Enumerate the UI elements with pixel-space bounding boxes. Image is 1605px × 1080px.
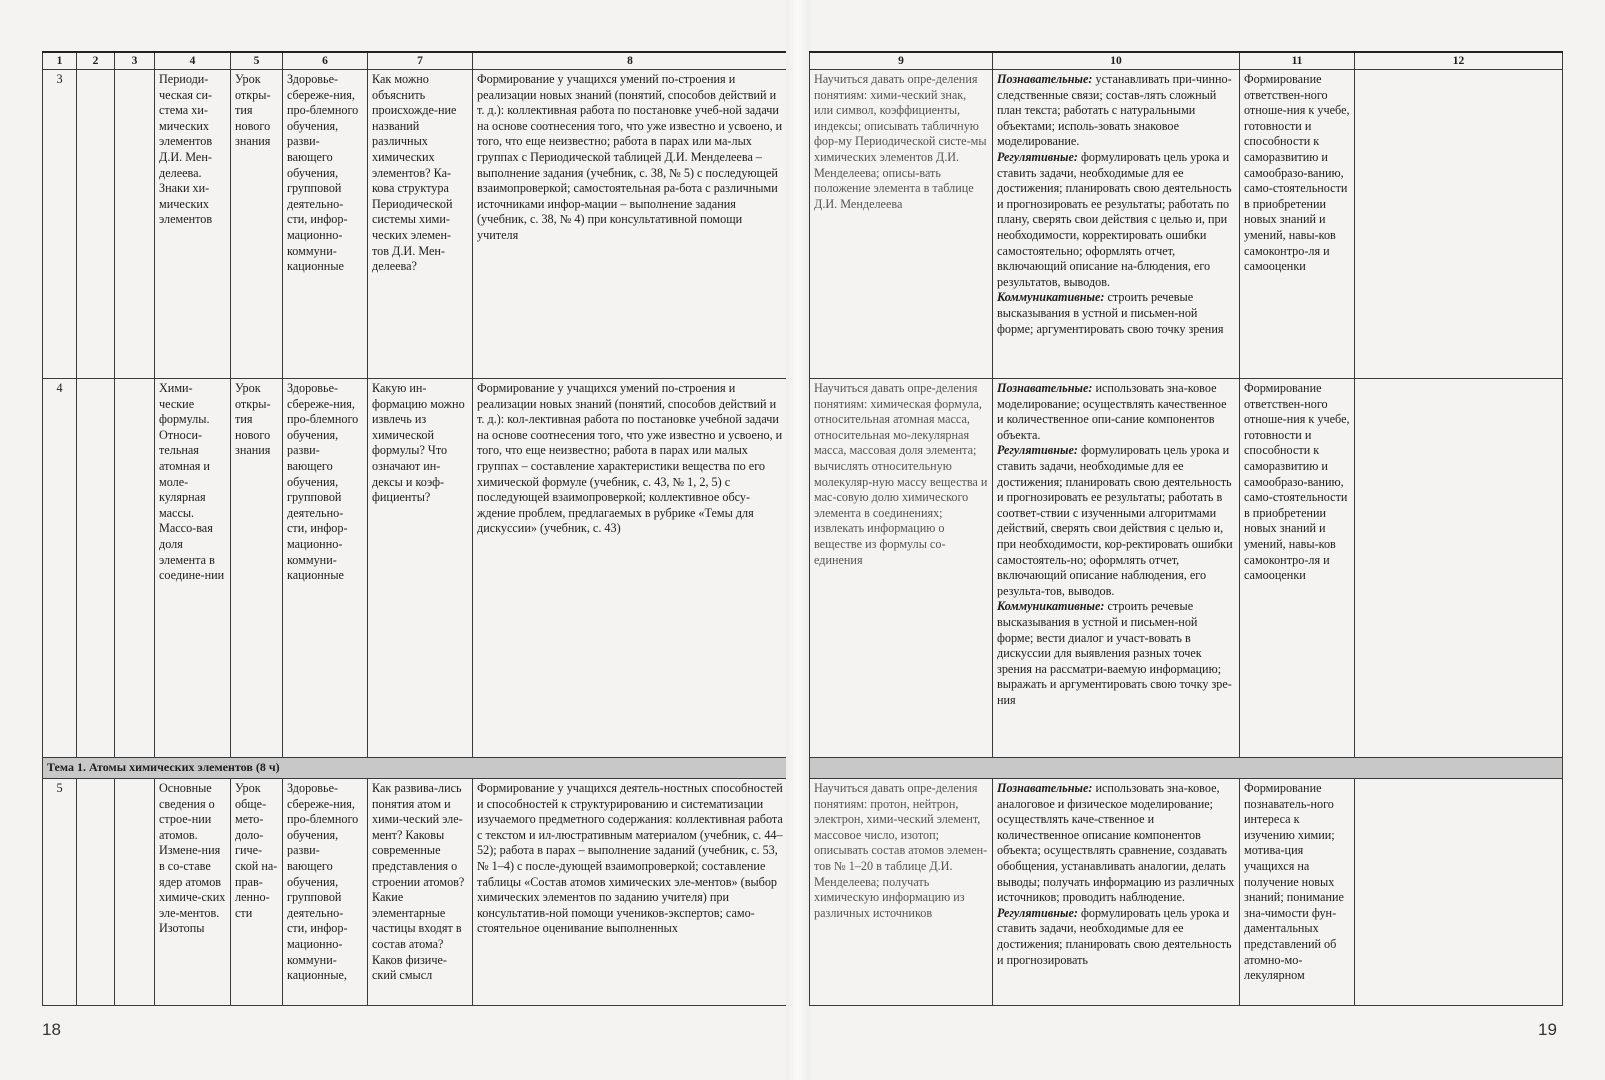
page-number: 18 xyxy=(42,1020,61,1039)
uud-paragraph xyxy=(997,381,1235,443)
uud-cell xyxy=(993,379,1240,758)
activities: Формирование у учащихся деятель-ностных способностей и способностей к структурированию и систематизации изучаемого предметного содержания: коллективная работа с текстом и ил-люстративным материалом (учебник, с. 44–52); работа в парах – выполнение заданий (учебник, с. 53, № 1–4) с после-дующей взаимопроверкой; составление таблицы «Состав атомов химических эле-ментов» (выбор химических элементов по заданию учителя) при консультатив-ной помощи учеников-экспертов; само-стоятельное оценивание выполненных xyxy=(473,779,788,1006)
technologies: Здоровье-сбереже-ния, про-блемного обучения, разви-вающего обучения, групповой деятельно-сти, инфор-мационно-коммуни-кационные, xyxy=(283,779,368,1006)
col-header: 3 xyxy=(115,52,155,70)
uud-paragraph xyxy=(997,72,1235,150)
table-row xyxy=(43,379,788,758)
table-row xyxy=(43,70,788,379)
lesson-number: 5 xyxy=(43,779,77,1006)
uud-label: Коммуникативные: xyxy=(997,290,1105,305)
lesson-type: Урок откры-тия нового знания xyxy=(231,70,283,379)
personal-results: Формирование ответствен-ного отноше-ния к учебе, готовности и способности к саморазвитию и самообразо-ванию, само-стоятельности в приобретении новых знаний и умений, навы-ков самоконтро-ля и самооценки xyxy=(1240,379,1355,758)
empty-cell xyxy=(115,379,155,758)
notes-cell xyxy=(1355,379,1563,758)
uud-text: формулировать цель урока и ставить задачи, необходимые для ее достижения; планировать свою деятельность и прогнозировать ее результаты; работать по плану, сверять свои действия с целью и, при необходимости, корректировать ошибки самостоятельно; оформлять отчет, включающий описание на-блюдения, его результатов, выводов. xyxy=(997,149,1232,289)
left-page xyxy=(0,0,795,1080)
left-header-row xyxy=(43,52,788,70)
uud-text: формулировать цель урока и ставить задачи, необходимые для ее достижения; планировать свою деятельность и прогнозировать ее результаты; работать в соответ-ствии с изученными алгоритмами действий, сверять свои действия с целью и, при необходимости, кор-ректировать ошибки самостоятель-но; оформлять отчет, включающий описание наблюдения, его результа-тов, выводов. xyxy=(997,443,1233,598)
lesson-topic: Периоди-ческая си-стема хи-мических элементов Д.И. Мен-делеева. Знаки хи-мических элементов xyxy=(155,70,231,379)
activities: Формирование у учащихся умений по-строения и реализации новых знаний (понятий, способов действий и т. д.): коллективная работа по постановке учеб-ной задачи на основе соотнесения того, что уже известно и усвоено, и того, что еще неизвестно; работа в парах или ма-лых группах с Периодической таблицей Д.И. Менделеева – выполнение задания (учебник, с. 38, № 5) с последующей взаимопроверкой; самостоятельная ра-бота с различными источниками инфор-мации – выполнение задания (учебник, с. 38, № 4) при консультативной помощи учителя xyxy=(473,70,788,379)
empty-cell xyxy=(115,70,155,379)
uud-label: Познавательные: xyxy=(997,381,1093,395)
problem-questions: Как можно объяснить происхожде-ние названий различных химических элементов? Ка-кова структура Периодической системы хими-ческих элемен-тов Д.И. Мен-делеева? xyxy=(368,70,473,379)
uud-text: строить речевые высказывания в устной и письмен-ной форме; аргументировать свою точку зрения xyxy=(997,290,1224,336)
uud-paragraph xyxy=(997,906,1235,968)
table-row xyxy=(810,70,1563,379)
uud-paragraph xyxy=(997,599,1235,708)
lesson-number: 4 xyxy=(43,379,77,758)
section-row xyxy=(810,758,1563,779)
uud-label: Регулятивные: xyxy=(997,443,1078,458)
problem-questions: Какую ин-формацию можно извлечь из химической формулы? Что означают ин-дексы и коэф-фициенты? xyxy=(368,379,473,758)
lesson-number: 3 xyxy=(43,70,77,379)
uud-cell xyxy=(993,779,1240,1006)
right-header-row xyxy=(810,52,1563,70)
col-header: 8 xyxy=(473,52,788,70)
col-header: 2 xyxy=(77,52,115,70)
table-row xyxy=(810,779,1563,1006)
uud-paragraph xyxy=(997,150,1235,290)
uud-label: Регулятивные: xyxy=(997,149,1078,164)
col-header: 7 xyxy=(368,52,473,70)
uud-text: использовать зна-ковое, аналоговое и физическое моделирование; осуществлять каче-ственное и количественное описание компонентов объекта; осуществлять сравнение, создавать обобщения, устанавливать аналогии, делать выводы; получать информацию из различных источников; проводить наблюдение. xyxy=(997,781,1235,905)
lesson-type: Урок откры-тия нового знания xyxy=(231,379,283,758)
col-header: 9 xyxy=(810,52,993,70)
empty-cell xyxy=(77,70,115,379)
notes-cell xyxy=(1355,70,1563,379)
page-number: 19 xyxy=(1538,1020,1557,1039)
personal-results: Формирование ответствен-ного отноше-ния к учебе, готовности и способности к саморазвитию и самообразо-ванию, само-стоятельности в приобретении новых знаний и умений, навы-ков самоконтро-ля и самооценки xyxy=(1240,70,1355,379)
section-band xyxy=(810,758,1563,779)
notes-cell xyxy=(1355,779,1563,1006)
col-header: 6 xyxy=(283,52,368,70)
uud-paragraph xyxy=(997,781,1235,906)
technologies: Здоровье-сбереже-ния, про-блемного обучения, разви-вающего обучения, групповой деятельно-сти, инфор-мационно-коммуни-кационные xyxy=(283,70,368,379)
col-header: 5 xyxy=(231,52,283,70)
subject-results: Научиться давать опре-деления понятиям: хими-ческий знак, или символ, коэффициенты, индексы; описывать табличную фор-му Периодической систе-мы химических элементов Д.И. Менделеева; описы-вать положение элемента в таблице Д.И. Менделеева xyxy=(810,70,993,379)
table-row xyxy=(43,779,788,1006)
uud-label: Регулятивные: xyxy=(997,905,1078,920)
subject-results: Научиться давать опре-деления понятиям: протон, нейтрон, электрон, хими-ческий элемент, массовое число, изотоп; описывать состав атомов элемен-тов № 1–20 в таблице Д.И. Менделеева; получать химическую информацию из различных источников xyxy=(810,779,993,1006)
uud-text: использовать зна-ковое моделирование; осуществлять качественное и количественное опи-сание компонентов объекта. xyxy=(997,381,1227,442)
technologies: Здоровье-сбереже-ния, про-блемного обучения, разви-вающего обучения, групповой деятельно-сти, инфор-мационно-коммуни-кационные xyxy=(283,379,368,758)
subject-results: Научиться давать опре-деления понятиям: химическая формула, относительная атомная масса, относительная мо-лекулярная масса, массовая доля элемента; вычислять относительную молекуляр-ную массу вещества и мас-совую долю химического элемента в соединениях; извлекать информацию о веществе из формулы со-единения xyxy=(810,379,993,758)
empty-cell xyxy=(77,379,115,758)
uud-text: устанавливать при-чинно-следственные связи; состав-лять сложный план текста; работать с натуральными объектами; исполь-зовать знаковое моделирование. xyxy=(997,72,1232,149)
table-row xyxy=(810,379,1563,758)
empty-cell xyxy=(77,779,115,1006)
section-row xyxy=(43,758,788,779)
problem-questions: Как развива-лись понятия атом и хими-ческий эле-мент? Каковы современные представления о строении атомов? Какие элементарные частицы входят в состав атома? Каков физиче-ский смысл xyxy=(368,779,473,1006)
section-title: Тема 1. Атомы химических элементов (8 ч) xyxy=(43,758,788,779)
activities: Формирование у учащихся умений по-строения и реализации новых знаний (понятий, способов действий и т. д.): кол-лективная работа по постановке учебной задачи на основе соотнесения того, что уже известно и усвоено, и того, что еще неизвестно; работа в парах или малых группах – составление характеристики вещества по его химической формуле (учебник, с. 43, № 1, 2, 5) с последующей взаимопроверкой; коллективное обсу-ждение проблем, предлагаемых в рубрике «Темы для дискуссии» (учебник, с. 43) xyxy=(473,379,788,758)
uud-label: Познавательные: xyxy=(997,72,1093,86)
uud-label: Коммуникативные: xyxy=(997,599,1105,614)
col-header: 11 xyxy=(1240,52,1355,70)
lesson-topic: Основные сведения о строе-нии атомов. Измене-ния в со-ставе ядер атомов химиче-ских эле-ментов. Изотопы xyxy=(155,779,231,1006)
empty-cell xyxy=(115,779,155,1006)
col-header: 10 xyxy=(993,52,1240,70)
col-header: 1 xyxy=(43,52,77,70)
col-header: 12 xyxy=(1355,52,1563,70)
uud-text: формулировать цель урока и ставить задачи, необходимые для ее достижения; планировать свою деятельность и прогнозировать xyxy=(997,905,1232,967)
lesson-topic: Хими-ческие формулы. Относи-тельная атомная и моле-кулярная массы. Массо-вая доля элемента в соедине-нии xyxy=(155,379,231,758)
uud-paragraph xyxy=(997,443,1235,599)
uud-text: строить речевые высказывания в устной и письмен-ной форме; вести диалог и участ-вовать в дискуссии для выявления разных точек зрения на рассматри-ваемую информацию; выражать и аргументировать свою точку зре-ния xyxy=(997,599,1232,707)
uud-paragraph xyxy=(997,290,1235,337)
col-header: 4 xyxy=(155,52,231,70)
lesson-type: Урок обще-мето-доло-гиче-ской на-прав-ленно-сти xyxy=(231,779,283,1006)
uud-label: Познавательные: xyxy=(997,781,1093,795)
right-table xyxy=(809,51,1563,1006)
personal-results: Формирование познаватель-ного интереса к изучению химии; мотива-ция учащихся на получение новых знаний; понимание зна-чимости фун-даментальных представлений об атомно-мо-лекулярном xyxy=(1240,779,1355,1006)
left-table xyxy=(42,51,788,1006)
uud-cell xyxy=(993,70,1240,379)
